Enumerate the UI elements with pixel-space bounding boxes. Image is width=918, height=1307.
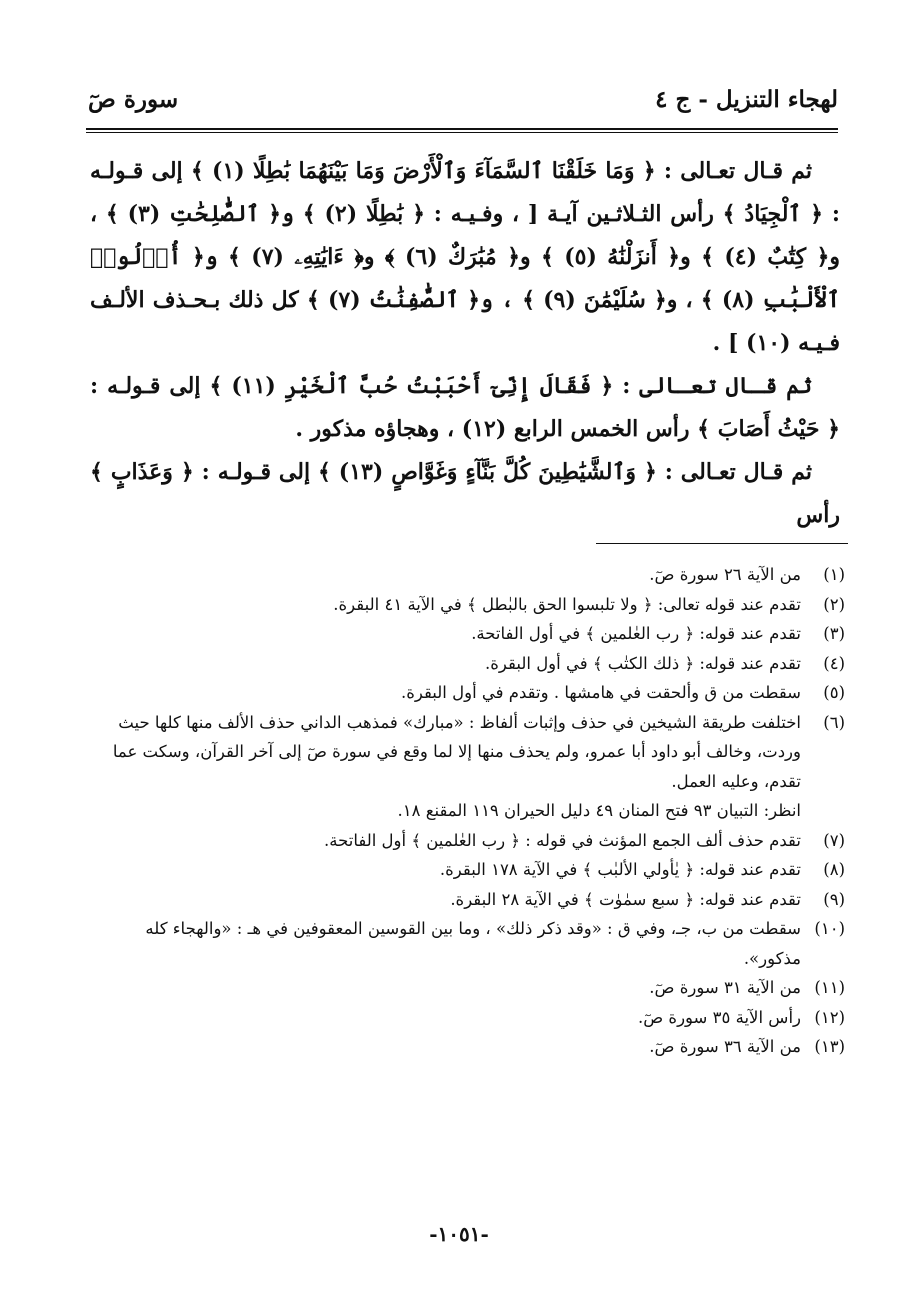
footnote-text: رأس الآية ٣٥ سورة صٓ. <box>637 1007 801 1027</box>
footnote-number: (١١) <box>814 978 845 997</box>
footnote-text: تقدم عند قوله تعالى: ﴿ ولا تلبسوا الحق بالبٰطل ﴾ في الآية ٤١ البقرة. <box>333 594 801 614</box>
footnote <box>90 826 845 856</box>
header-rule <box>86 128 838 130</box>
footnote-number: (١٣) <box>814 1037 845 1056</box>
footnote-text: تقدم عند قوله: ﴿ يٰأولي الألبٰب ﴾ في الآية ١٧٨ البقرة. <box>439 860 801 879</box>
footnote-number: (٨) <box>823 860 845 879</box>
footnote <box>90 678 845 708</box>
footnote <box>90 560 845 590</box>
footnote <box>90 649 845 679</box>
footnote-text: انظر: التبيان ٩٣ فتح المنان ٤٩ دليل الحيران ١١٩ المقنع ١٨. <box>397 801 801 820</box>
main-text <box>90 150 840 537</box>
body-paragraph: ثم قـال تعـالى : ﴿ وَمَا خَلَقْنَا ٱلسَّمَآءَ وَٱلْأَرْضَ وَمَا بَيْنَهُمَا بَٰطِلًا (١) ﴾ إلى قـولـه : ﴿ ٱلْجِيَادُ ﴾ رأس الثـلاثـين آيـة [ ، وفـيـه : ﴿ بَٰطِلًا (٢) ﴾ و﴿ ٱلصَّٰلِحَٰتِ (٣) ﴾ ، و﴿ كِتَٰبٌ (٤) ﴾ و﴿ أَنزَلْنَٰهُ (٥) ﴾ و﴿ مُبَٰرَكٌ (٦) ﴾ و﴿ ءَايَٰتِهِۦ (٧) ﴾ و﴿ أُو۟لُوا۟ ٱلْأَلْبَٰبِ (٨) ﴾ ، و﴿ سُلَيْمَٰنَ (٩) ﴾ ، و﴿ ٱلصَّٰفِنَٰتُ (٧) ﴾ كل ذلك بـحـذف الألـف فـيـه (١٠) ] . <box>90 158 840 356</box>
body-paragraph: ثم قـال تعـالى : ﴿ فَقَالَ إِنِّىٓ أَحْبَبْتُ حُبَّ ٱلْخَيْرِ (١١) ﴾ إلى قـولـه : ﴿ حَيْثُ أَصَابَ ﴾ رأس الخمس الرابع (١٢) ، وهجاؤه مذكور . <box>90 373 840 442</box>
footnote-number: (٦) <box>823 712 845 732</box>
footnote-text: تقدم عند قوله: ﴿ سبع سمٰوٰت ﴾ في الآية ٢٨ البقرة. <box>450 889 801 909</box>
footnote-number: (٢) <box>823 594 845 614</box>
surah-title: سورة صٓ <box>88 86 179 113</box>
footnote-text: من الآية ٣١ سورة صٓ. <box>649 978 801 997</box>
footnote <box>90 708 845 797</box>
footnote <box>90 885 845 915</box>
footnote-continuation <box>90 796 845 826</box>
footnote-number: (٣) <box>823 624 845 643</box>
page-number: -١٠٥١- <box>429 1222 489 1246</box>
footnote-text: تقدم حذف ألف الجمع المؤنث في قوله : ﴿ رب العٰلمين ﴾ أول الفاتحة. <box>323 830 801 850</box>
footnote-text: من الآية ٢٦ سورة صٓ. <box>649 565 801 584</box>
footnote-number: (١) <box>823 565 845 584</box>
page-header <box>88 82 838 122</box>
footnote <box>90 973 845 1003</box>
footnote-number: (٧) <box>823 830 845 850</box>
footnote <box>90 914 845 973</box>
footnote-text: سقطت من ب، جـ، وفي ق : «وقد ذكر ذلك» ، وما بين القوسين المعقوفين في هـ : «والهجاء كله مذكور». <box>145 919 801 968</box>
footnote-text: تقدم عند قوله: ﴿ ذلك الكتٰب ﴾ في أول البقرة. <box>485 653 801 673</box>
footnote-text: تقدم عند قوله: ﴿ رب العٰلمين ﴾ في أول الفاتحة. <box>471 624 801 643</box>
footnotes <box>90 560 845 1062</box>
footnote-number: (١٢) <box>814 1007 845 1027</box>
footnote-number: (٩) <box>823 889 845 909</box>
footnote-number <box>801 796 845 826</box>
footnote-number: (٤) <box>823 653 845 673</box>
book-title: لهجاء التنزيل - ج ٤ <box>655 86 838 113</box>
footnote-separator <box>596 543 848 544</box>
footnote <box>90 1032 845 1062</box>
header-rule-thin <box>86 132 838 133</box>
footnote <box>90 855 845 885</box>
footnote-number: (١٠) <box>814 919 845 938</box>
body-paragraph: ثم قـال تعـالى : ﴿ وَٱلشَّيَٰطِينَ كُلَّ بَنَّآءٍ وَغَوَّاصٍ (١٣) ﴾ إلى قـولـه : ﴿ وَعَذَابٍ ﴾ رأس <box>90 459 840 528</box>
footnote-text: من الآية ٣٦ سورة صٓ. <box>649 1037 801 1056</box>
footnote-number: (٥) <box>823 683 845 702</box>
footnote-text: اختلفت طريقة الشيخين في حذف وإثبات ألفاظ : «مبارك» فمذهب الداني حذف الألف منها كلها حيث وردت، وخالف أبو داود أبا عمرو، ولم يحذف منها إلا لما وقع في سورة صٓ إلى آخر القرآن، وسكت عما تقدم، وعليه العمل. <box>112 712 801 791</box>
footnote <box>90 590 845 620</box>
footnote-text: سقطت من ق وألحقت في هامشها . وتقدم في أول البقرة. <box>400 683 801 702</box>
footnote <box>90 1003 845 1033</box>
footnote <box>90 619 845 649</box>
